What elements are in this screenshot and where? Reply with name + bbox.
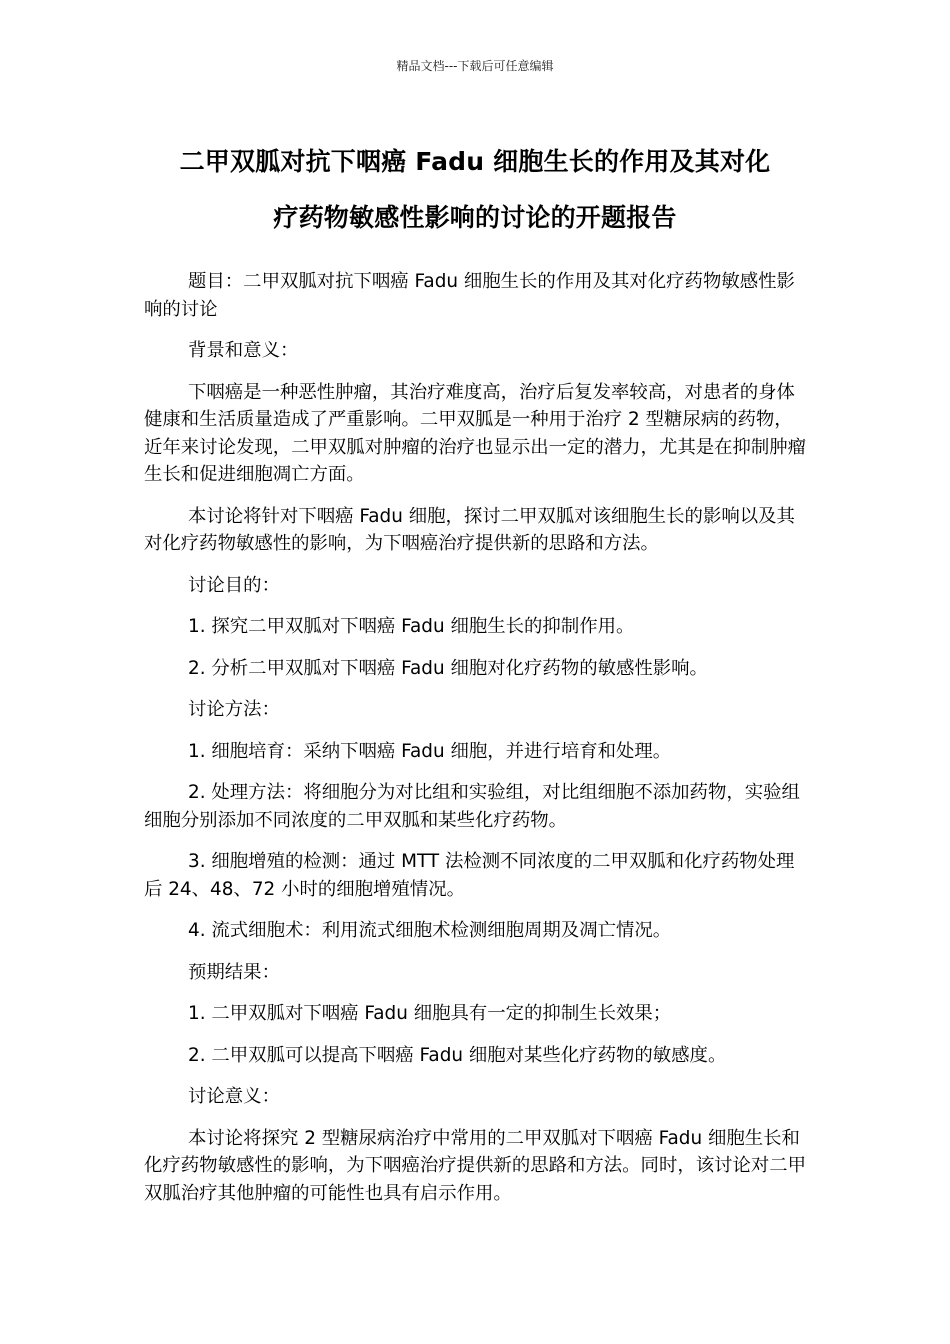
method-item: 3. 细胞增殖的检测：通过 MTT 法检测不同浓度的二甲双胍和化疗药物处理后 24、48、72 小时的细胞增殖情况。 (144, 851, 795, 900)
document-title (120, 134, 830, 246)
title-line-1: 二甲双胍对抗下咽癌 Fadu 细胞生长的作用及其对化 (179, 147, 771, 176)
page-header: 精品文档---下载后可任意编辑 (396, 59, 554, 73)
section-heading-significance: 讨论意义： (188, 1086, 280, 1107)
section-heading-methods: 讨论方法： (188, 699, 280, 720)
topic-paragraph: 题目：二甲双胍对抗下咽癌 Fadu 细胞生长的作用及其对化疗药物敏感性影响的讨论 (144, 271, 795, 320)
significance-paragraph: 本讨论将探究 2 型糖尿病治疗中常用的二甲双胍对下咽癌 Fadu 细胞生长和化疗药物敏感性的影响，为下咽癌治疗提供新的思路和方法。同时，该讨论对二甲双胍治疗其他肿瘤的可能性也具有启示作用。 (144, 1127, 807, 1204)
result-item: 2. 二甲双胍可以提高下咽癌 Fadu 细胞对某些化疗药物的敏感度。 (188, 1044, 727, 1066)
title-line-2: 疗药物敏感性影响的讨论的开题报告 (273, 203, 677, 232)
method-item: 4. 流式细胞术：利用流式细胞术检测细胞周期及凋亡情况。 (188, 920, 672, 941)
section-heading-background: 背景和意义： (188, 340, 299, 361)
objective-item: 1. 探究二甲双胍对下咽癌 Fadu 细胞生长的抑制作用。 (188, 616, 635, 637)
scope-paragraph: 本讨论将针对下咽癌 Fadu 细胞，探讨二甲双胍对该细胞生长的影响以及其对化疗药物敏感性的影响，为下咽癌治疗提供新的思路和方法。 (144, 505, 795, 554)
section-heading-objectives: 讨论目的： (188, 574, 280, 596)
document-body (144, 268, 810, 1221)
result-item: 1. 二甲双胍对下咽癌 Fadu 细胞具有一定的抑制生长效果； (188, 1003, 672, 1024)
method-item: 1. 细胞培育：采纳下咽癌 Fadu 细胞，并进行培育和处理。 (188, 740, 672, 762)
objective-item: 2. 分析二甲双胍对下咽癌 Fadu 细胞对化疗药物的敏感性影响。 (188, 657, 708, 679)
background-paragraph: 下咽癌是一种恶性肿瘤，其治疗难度高，治疗后复发率较高，对患者的身体健康和生活质量造成了严重影响。二甲双胍是一种用于治疗 2 型糖尿病的药物，近年来讨论发现，二甲双胍对肿瘤的治疗也显示出一定的潜力，尤其是在抑制肿瘤生长和促进细胞凋亡方面。 (144, 381, 807, 485)
section-heading-expected-results: 预期结果： (188, 961, 280, 983)
method-item: 2. 处理方法：将细胞分为对比组和实验组，对比组细胞不添加药物，实验组细胞分别添加不同浓度的二甲双胍和某些化疗药物。 (144, 782, 800, 831)
